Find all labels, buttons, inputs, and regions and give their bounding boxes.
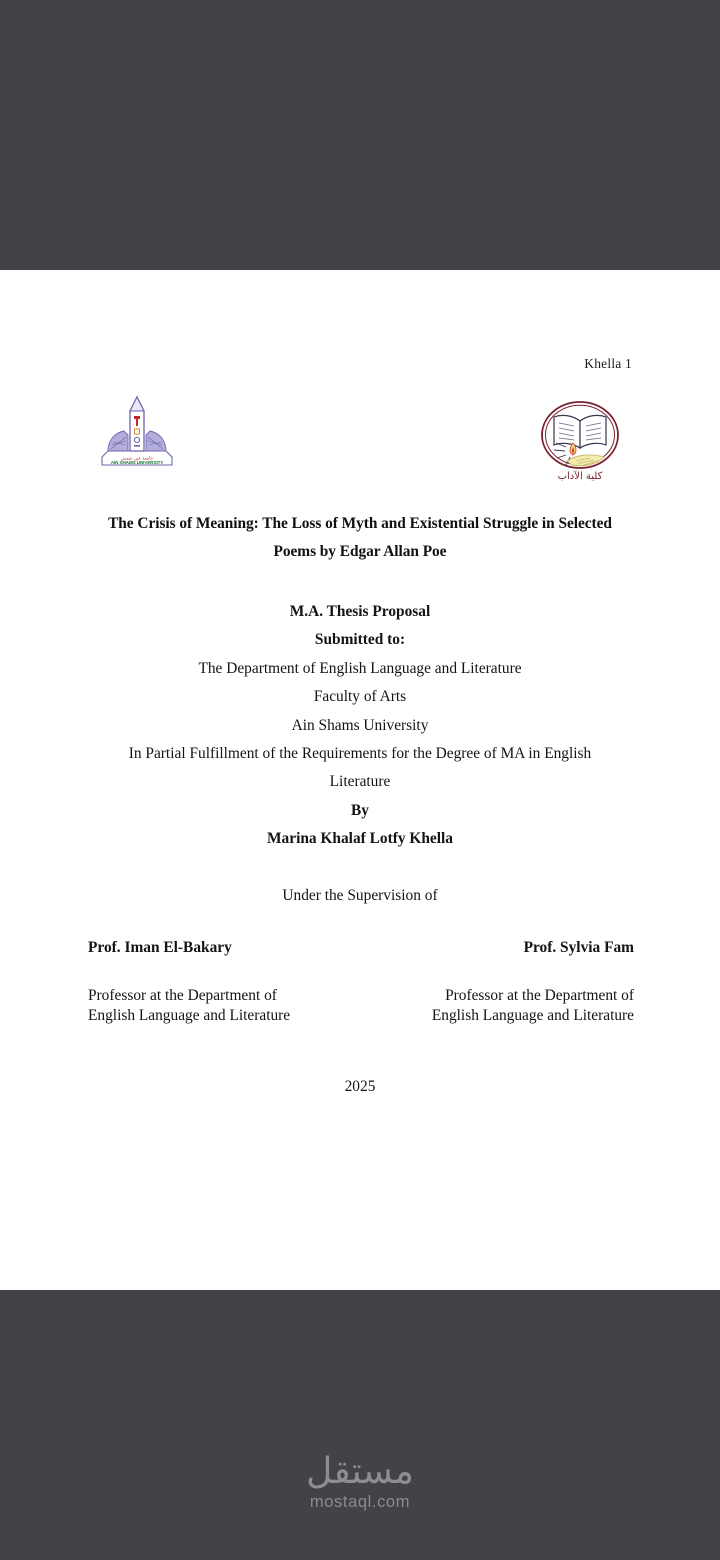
ain-shams-university-logo <box>94 395 180 473</box>
supervisor-right <box>432 938 634 1025</box>
supervisor-right-role <box>432 986 634 1025</box>
university-line: Ain Shams University <box>291 716 429 734</box>
asu-caption-latin: AIN SHAMS UNIVERSITY <box>110 460 164 466</box>
watermark-arabic-text: مستقل <box>306 1451 414 1493</box>
supervisor-right-role-line-1: Professor at the Department of <box>445 987 634 1004</box>
running-header: Khella 1 <box>584 356 632 371</box>
supervisor-left-role-line-1: Professor at the Department of <box>88 987 277 1004</box>
asu-caption-arabic: جامعة عين شمس <box>120 456 154 462</box>
supervisor-left-role <box>88 986 290 1025</box>
watermark-latin-text: mostaql.com <box>309 1493 411 1511</box>
department-line: The Department of English Language and Literature <box>198 659 522 677</box>
supervisor-left <box>88 938 290 1025</box>
supervisor-left-role-line-2: English Language and Literature <box>88 1006 291 1024</box>
author-name: Marina Khalaf Lotfy Khella <box>267 830 453 848</box>
faculty-caption-arabic: كلية الآداب <box>557 471 603 482</box>
title-line-2: Poems by Edgar Allan Poe <box>273 543 447 560</box>
supervisors-row <box>88 938 634 1025</box>
logo-row <box>88 395 640 482</box>
page-title <box>80 510 640 566</box>
supervision-label: Under the Supervision of <box>282 887 438 904</box>
thesis-type-line: M.A. Thesis Proposal <box>289 603 431 620</box>
supervisor-right-role-line-2: English Language and Literature <box>431 1006 634 1024</box>
supervision-block <box>70 882 650 910</box>
supervisor-left-name: Prof. Iman El-Bakary <box>88 939 232 956</box>
year-label: 2025 <box>344 1078 376 1095</box>
document-page <box>0 270 720 1290</box>
author-block <box>70 797 650 854</box>
submitted-to-label: Submitted to: <box>314 631 406 649</box>
fulfillment-line-1: In Partial Fulfillment of the Requirements for the Degree of MA in English <box>128 745 592 763</box>
faculty-of-arts-logo <box>520 395 640 485</box>
by-label: By <box>351 802 369 819</box>
submission-block <box>70 598 650 797</box>
faculty-line: Faculty of Arts <box>313 688 407 706</box>
fulfillment-line-2: Literature <box>329 773 391 791</box>
mostaql-watermark <box>0 1453 720 1512</box>
title-line-1: The Crisis of Meaning: The Loss of Myth and Existential Struggle in Selected <box>108 515 612 532</box>
supervisor-right-name: Prof. Sylvia Fam <box>523 939 634 956</box>
